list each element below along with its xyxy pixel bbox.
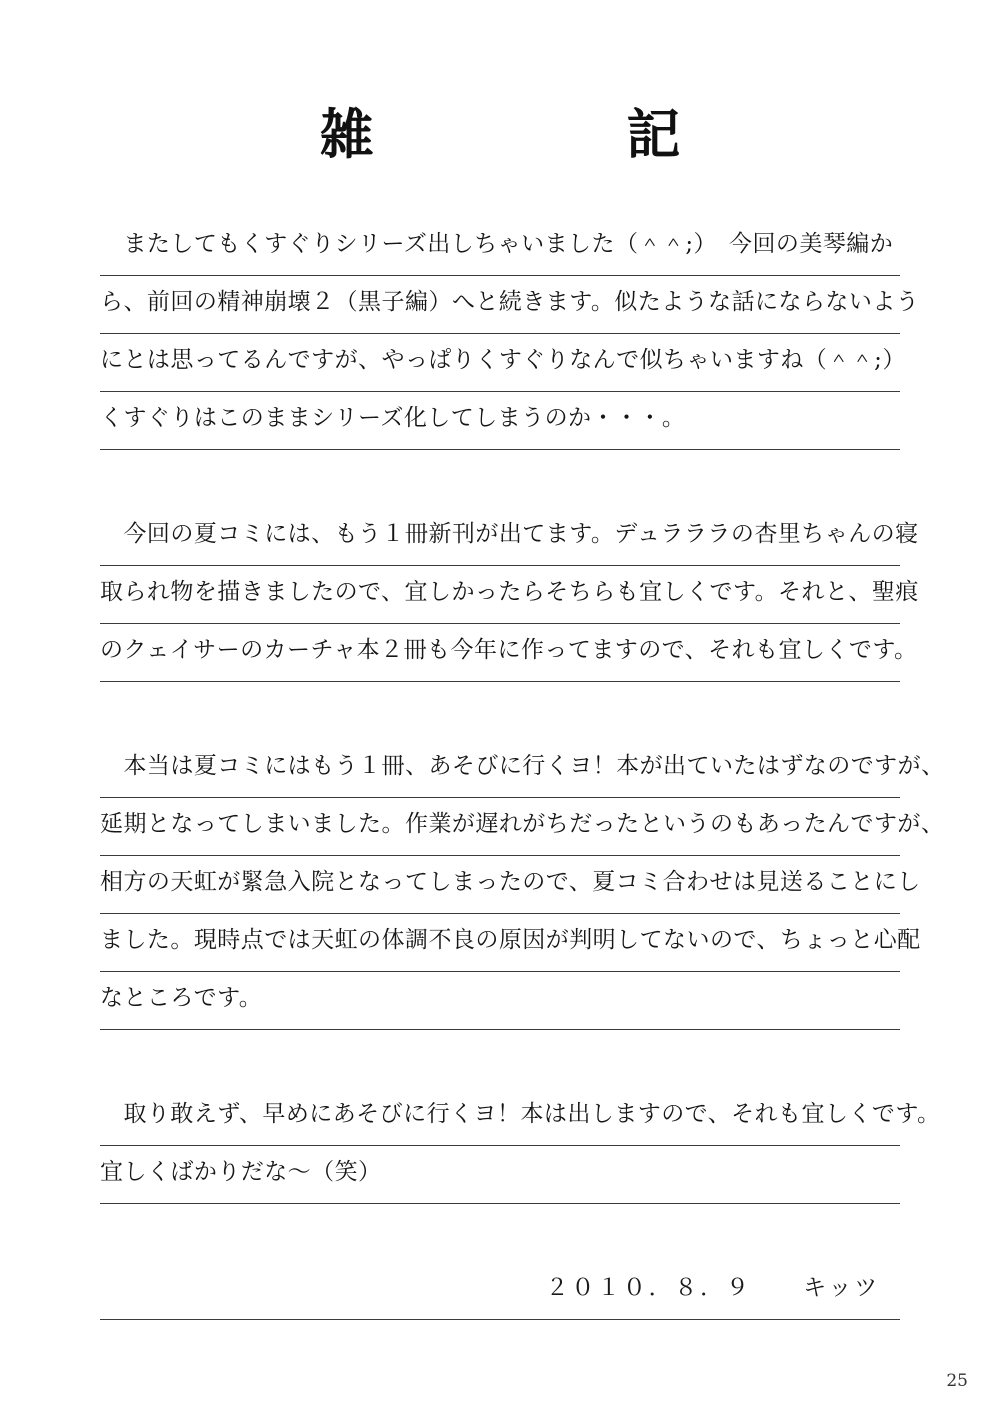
page-number: 25 xyxy=(946,1371,968,1391)
document-body xyxy=(100,218,945,1320)
text-line: ら、前回の精神崩壊２（黒子編）へと続きます。似たような話にならないよう xyxy=(100,276,900,334)
text-line: にとは思ってるんですが、やっぱりくすぐりなんで似ちゃいますね（＾＾;） xyxy=(100,334,900,392)
text-line: のクェイサーのカーチャ本２冊も今年に作ってますので、それも宜しくです。 xyxy=(100,624,900,682)
text-line: くすぐりはこのままシリーズ化してしまうのか・・・。 xyxy=(100,392,900,450)
blank-line xyxy=(100,1204,900,1262)
text-line: またしてもくすぐりシリーズ出しちゃいました（＾＾;） 今回の美琴編か xyxy=(100,218,900,276)
text-line: ました。現時点では天虹の体調不良の原因が判明してないので、ちょっと心配 xyxy=(100,914,900,972)
text-line: 取られ物を描きましたので、宜しかったらそちらも宜しくです。それと、聖痕 xyxy=(100,566,900,624)
text-line: なところです。 xyxy=(100,972,900,1030)
text-line: 延期となってしまいました。作業が遅れがちだったというのもあったんですが、 xyxy=(100,798,900,856)
text-line: 取り敢えず、早めにあそびに行くヨ！本は出しますので、それも宜しくです。 xyxy=(100,1088,900,1146)
signature-line: ２０１０．８．９ キッツ xyxy=(100,1262,900,1320)
paragraph-2 xyxy=(100,508,919,682)
paragraph-1 xyxy=(100,218,920,450)
text-line: 宜しくばかりだな〜（笑） xyxy=(100,1146,900,1204)
page-title: 雑 記 xyxy=(319,102,704,166)
text-line: 本当は夏コミにはもう１冊、あそびに行くヨ！本が出ていたはずなのですが、 xyxy=(100,740,900,798)
paragraph-3 xyxy=(100,740,945,1030)
text-line: 相方の天虹が緊急入院となってしまったので、夏コミ合わせは見送ることにし xyxy=(100,856,900,914)
paragraph-4 xyxy=(100,1088,941,1204)
text-line: 今回の夏コミには、もう１冊新刊が出てます。デュラララの杏里ちゃんの寝 xyxy=(100,508,900,566)
